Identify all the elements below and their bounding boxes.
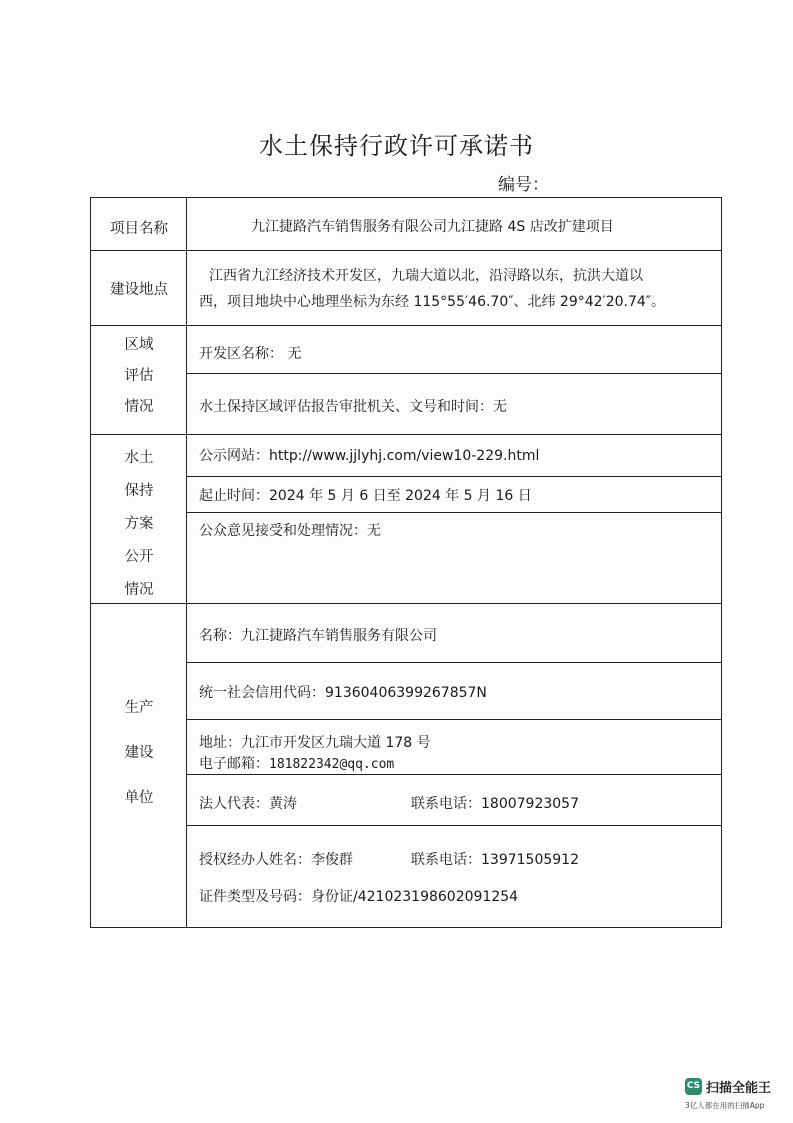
plan-disclosure-label: 水土 保持 方案 公开 情况 — [124, 450, 154, 598]
project-name-value: 九江捷路汽车销售服务有限公司九江捷路 4S 店改扩建项目 — [251, 219, 614, 235]
sub-row-divider — [186, 774, 721, 775]
sub-row-divider — [186, 719, 721, 720]
scanner-app-name: 扫描全能王 — [706, 1081, 772, 1096]
location-label: 建设地点 — [110, 282, 168, 298]
legal-rep-phone: 联系电话：18007923057 — [411, 796, 579, 812]
project-name-label: 项目名称 — [110, 221, 168, 237]
email-label: 电子邮箱： — [199, 756, 269, 772]
disclosure-period: 起止时间：2024 年 5 月 6 日至 2024 年 5 月 16 日 — [199, 488, 532, 504]
producer-label: 生产 建设 单位 — [124, 700, 154, 806]
regional-assessment-label: 区域 评估 情况 — [124, 337, 154, 415]
dev-zone-name: 开发区名称： 无 — [199, 346, 302, 362]
sub-row-divider — [186, 476, 721, 477]
sub-row-divider — [186, 373, 721, 374]
producer-credit-code: 统一社会信用代码：91360406399267857N — [199, 685, 487, 701]
commitment-table — [90, 197, 722, 928]
camscanner-logo-icon: CS — [685, 1078, 702, 1095]
scanner-tagline: 3亿人都在用的扫描App — [685, 1101, 765, 1110]
disclosure-feedback: 公众意见接受和处理情况：无 — [199, 523, 381, 539]
sub-row-divider — [186, 662, 721, 663]
producer-address: 地址：九江市开发区九瑞大道 178 号 — [199, 735, 431, 751]
document-title: 水土保持行政许可承诺书 — [259, 132, 534, 160]
authorized-agent: 授权经办人姓名：李俊群 — [199, 852, 353, 868]
agent-phone: 联系电话：13971505912 — [411, 852, 579, 868]
producer-name: 名称：九江捷路汽车销售服务有限公司 — [199, 628, 437, 644]
location-line-2: 西，项目地块中心地理坐标为东经 115°55′46.70″、北纬 29°42′20.74″。 — [199, 294, 666, 310]
sub-row-divider — [186, 512, 721, 513]
agent-id-document: 证件类型及号码：身份证/421023198602091254 — [199, 889, 519, 905]
sub-row-divider — [186, 825, 721, 826]
row-divider — [91, 250, 721, 251]
row-divider — [91, 325, 721, 326]
producer-email-row — [199, 753, 394, 773]
regional-approval: 水土保持区域评估报告审批机关、文号和时间：无 — [199, 399, 507, 415]
document-number-label: 编号： — [498, 175, 549, 195]
email-value: 181822342@qq.com — [269, 757, 395, 772]
row-divider — [91, 603, 721, 604]
location-line-1: 江西省九江经济技术开发区，九瑞大道以北，沿浔路以东，抗洪大道以 — [209, 268, 643, 284]
row-divider — [91, 434, 721, 435]
scanner-watermark — [685, 1077, 771, 1096]
disclosure-website: 公示网站：http://www.jjlyhj.com/view10-229.html — [199, 448, 540, 464]
legal-representative: 法人代表：黄涛 — [199, 796, 297, 812]
